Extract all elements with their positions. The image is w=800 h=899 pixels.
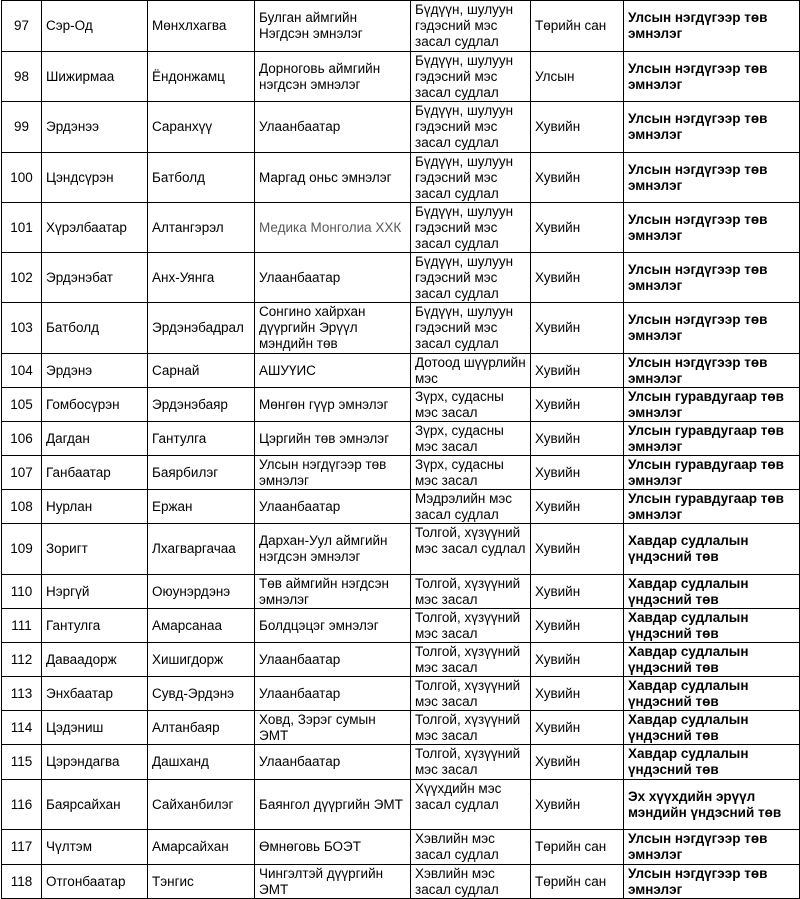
last-name-cell: Амарсанаа [148,609,255,643]
workplace-cell: Улаанбаатар [255,490,411,524]
funding-source-cell: Хувийн [531,354,624,388]
row-number-cell: 118 [2,865,42,899]
table-row [2,643,800,677]
host-hospital-cell: Эх хүүхдийн эрүүл мэндийн үндэсний төв [624,780,800,830]
first-name-cell: Цэндсүрэн [42,153,148,203]
host-hospital-cell: Улсын гуравдугаар төв эмнэлэг [624,422,800,456]
funding-source-cell: Хувийн [531,422,624,456]
trainee-table [1,0,800,899]
workplace-cell: АШУҮИС [255,354,411,388]
table-row [2,52,800,102]
workplace-cell: Дархан-Уул аймгийн нэгдсэн эмнэлэг [255,524,411,575]
row-number-cell: 116 [2,780,42,830]
workplace-cell: Мөнгөн гүүр эмнэлэг [255,388,411,422]
host-hospital-cell: Хавдар судлалын үндэсний төв [624,609,800,643]
host-hospital-cell: Улсын нэгдүгээр төв эмнэлэг [624,303,800,354]
first-name-cell: Ганбаатар [42,456,148,490]
host-hospital-cell: Хавдар судлалын үндэсний төв [624,711,800,745]
row-number-cell: 117 [2,830,42,865]
table-row [2,102,800,153]
row-number-cell: 103 [2,303,42,354]
specialty-cell: Бүдүүн, шулуун гэдэсний мэс засал судлал [411,153,531,203]
last-name-cell: Хишигдорж [148,643,255,677]
workplace-cell: Өмнөговь БОЭТ [255,830,411,865]
last-name-cell: Алтангэрэл [148,203,255,253]
host-hospital-cell: Улсын нэгдүгээр төв эмнэлэг [624,102,800,153]
table-row [2,422,800,456]
funding-source-cell: Хувийн [531,102,624,153]
workplace-cell: Баянгол дүүргийн ЭМТ [255,780,411,830]
last-name-cell: Батболд [148,153,255,203]
specialty-cell: Бүдүүн, шулуун гэдэсний мэс засал судлал [411,303,531,354]
first-name-cell: Зоригт [42,524,148,575]
specialty-cell: Бүдүүн, шулуун гэдэсний мэс засал судлал [411,203,531,253]
last-name-cell: Лхагваргачаа [148,524,255,575]
host-hospital-cell: Улсын гуравдугаар төв эмнэлэг [624,490,800,524]
first-name-cell: Хүрэлбаатар [42,203,148,253]
last-name-cell: Амарсайхан [148,830,255,865]
funding-source-cell: Төрийн сан [531,830,624,865]
last-name-cell: Сарнай [148,354,255,388]
first-name-cell: Дагдан [42,422,148,456]
host-hospital-cell: Улсын нэгдүгээр төв эмнэлэг [624,865,800,899]
host-hospital-cell: Улсын гуравдугаар төв эмнэлэг [624,388,800,422]
row-number-cell: 101 [2,203,42,253]
funding-source-cell: Хувийн [531,203,624,253]
host-hospital-cell: Улсын нэгдүгээр төв эмнэлэг [624,830,800,865]
row-number-cell: 99 [2,102,42,153]
last-name-cell: Дашханд [148,745,255,780]
host-hospital-cell: Улсын нэгдүгээр төв эмнэлэг [624,153,800,203]
last-name-cell: Анх-Уянга [148,253,255,303]
host-hospital-cell: Хавдар судлалын үндэсний төв [624,524,800,575]
workplace-cell: Цэргийн төв эмнэлэг [255,422,411,456]
workplace-cell: Улаанбаатар [255,745,411,780]
first-name-cell: Шижирмаа [42,52,148,102]
specialty-cell: Бүдүүн, шулуун гэдэсний мэс засал судлал [411,1,531,52]
funding-source-cell: Хувийн [531,253,624,303]
table-body [2,1,800,899]
row-number-cell: 108 [2,490,42,524]
workplace-cell: Улаанбаатар [255,643,411,677]
row-number-cell: 98 [2,52,42,102]
host-hospital-cell: Хавдар судлалын үндэсний төв [624,575,800,609]
table-row [2,830,800,865]
funding-source-cell: Төрийн сан [531,865,624,899]
table-row [2,490,800,524]
first-name-cell: Баярсайхан [42,780,148,830]
funding-source-cell: Хувийн [531,711,624,745]
workplace-cell: Төв аймгийн нэгдсэн эмнэлэг [255,575,411,609]
first-name-cell: Отгонбаатар [42,865,148,899]
first-name-cell: Гантулга [42,609,148,643]
last-name-cell: Гантулга [148,422,255,456]
host-hospital-cell: Хавдар судлалын үндэсний төв [624,677,800,711]
workplace-cell: Сонгино хайрхан дүүргийн Эрүүл мэндийн төв [255,303,411,354]
table-row [2,153,800,203]
last-name-cell: Сувд-Эрдэнэ [148,677,255,711]
funding-source-cell: Хувийн [531,575,624,609]
first-name-cell: Цэдэниш [42,711,148,745]
last-name-cell: Ёндонжамц [148,52,255,102]
last-name-cell: Оюунэрдэнэ [148,575,255,609]
table-row [2,1,800,52]
table-row [2,865,800,899]
row-number-cell: 105 [2,388,42,422]
specialty-cell: Толгой, хүзүүний мэс засал [411,609,531,643]
row-number-cell: 102 [2,253,42,303]
specialty-cell: Зүрх, судасны мэс засал [411,388,531,422]
first-name-cell: Батболд [42,303,148,354]
host-hospital-cell: Улсын нэгдүгээр төв эмнэлэг [624,354,800,388]
table-row [2,203,800,253]
row-number-cell: 107 [2,456,42,490]
row-number-cell: 113 [2,677,42,711]
table-row [2,253,800,303]
last-name-cell: Сайханбилэг [148,780,255,830]
specialty-cell: Толгой, хүзүүний мэс засал [411,643,531,677]
specialty-cell: Хэвлийн мэс засал судлал [411,830,531,865]
funding-source-cell: Хувийн [531,524,624,575]
workplace-cell: Маргад оньс эмнэлэг [255,153,411,203]
specialty-cell: Толгой, хүзүүний мэс засал [411,745,531,780]
last-name-cell: Эрдэнэбаяр [148,388,255,422]
table-row [2,677,800,711]
specialty-cell: Мэдрэлийн мэс засал судлал [411,490,531,524]
workplace-cell: Улаанбаатар [255,102,411,153]
host-hospital-cell: Улсын нэгдүгээр төв эмнэлэг [624,203,800,253]
first-name-cell: Чүлтэм [42,830,148,865]
specialty-cell: Зүрх, судасны мэс засал [411,456,531,490]
table-row [2,745,800,780]
funding-source-cell: Хувийн [531,388,624,422]
specialty-cell: Бүдүүн, шулуун гэдэсний мэс засал судлал [411,253,531,303]
table-row [2,354,800,388]
specialty-cell: Бүдүүн, шулуун гэдэсний мэс засал судлал [411,52,531,102]
row-number-cell: 111 [2,609,42,643]
workplace-cell: Улаанбаатар [255,677,411,711]
funding-source-cell: Хувийн [531,609,624,643]
table-row [2,609,800,643]
row-number-cell: 97 [2,1,42,52]
first-name-cell: Даваадорж [42,643,148,677]
first-name-cell: Цэрэндагва [42,745,148,780]
first-name-cell: Сэр-Од [42,1,148,52]
first-name-cell: Энхбаатар [42,677,148,711]
last-name-cell: Ержан [148,490,255,524]
workplace-cell: Ховд, Зэрэг сумын ЭМТ [255,711,411,745]
funding-source-cell: Улсын [531,52,624,102]
table-row [2,711,800,745]
first-name-cell: Эрдэнэ [42,354,148,388]
row-number-cell: 112 [2,643,42,677]
host-hospital-cell: Улсын нэгдүгээр төв эмнэлэг [624,52,800,102]
host-hospital-cell: Улсын нэгдүгээр төв эмнэлэг [624,253,800,303]
specialty-cell: Хэвлийн мэс засал судлал [411,865,531,899]
first-name-cell: Эрдэнээ [42,102,148,153]
specialty-cell: Дотоод шүүрлийн мэс [411,354,531,388]
row-number-cell: 110 [2,575,42,609]
funding-source-cell: Хувийн [531,745,624,780]
first-name-cell: Гомбосүрэн [42,388,148,422]
specialty-cell: Толгой, хүзүүний мэс засал судлал [411,524,531,575]
funding-source-cell: Хувийн [531,303,624,354]
table-row [2,456,800,490]
first-name-cell: Нурлан [42,490,148,524]
specialty-cell: Зүрх, судасны мэс засал [411,422,531,456]
last-name-cell: Алтанбаяр [148,711,255,745]
workplace-cell: Чингэлтэй дүүргийн ЭМТ [255,865,411,899]
row-number-cell: 104 [2,354,42,388]
last-name-cell: Баярбилэг [148,456,255,490]
specialty-cell: Толгой, хүзүүний мэс засал [411,575,531,609]
funding-source-cell: Хувийн [531,677,624,711]
workplace-cell: Болдцэцэг эмнэлэг [255,609,411,643]
table-row [2,780,800,830]
host-hospital-cell: Улсын нэгдүгээр төв эмнэлэг [624,1,800,52]
last-name-cell: Мөнхлхагва [148,1,255,52]
first-name-cell: Эрдэнэбат [42,253,148,303]
table-row [2,388,800,422]
funding-source-cell: Хувийн [531,456,624,490]
table-row [2,303,800,354]
row-number-cell: 100 [2,153,42,203]
last-name-cell: Тэнгис [148,865,255,899]
funding-source-cell: Хувийн [531,490,624,524]
row-number-cell: 109 [2,524,42,575]
last-name-cell: Эрдэнэбадрал [148,303,255,354]
specialty-cell: Хүүхдийн мэс засал судлал [411,780,531,830]
first-name-cell: Нэргүй [42,575,148,609]
workplace-cell: Медика Монголиа ХХК [255,203,411,253]
host-hospital-cell: Хавдар судлалын үндэсний төв [624,745,800,780]
last-name-cell: Саранхүү [148,102,255,153]
row-number-cell: 115 [2,745,42,780]
specialty-cell: Толгой, хүзүүний мэс засал [411,711,531,745]
funding-source-cell: Хувийн [531,643,624,677]
workplace-cell: Булган аймгийн Нэгдсэн эмнэлэг [255,1,411,52]
workplace-cell: Дорноговь аймгийн нэгдсэн эмнэлэг [255,52,411,102]
funding-source-cell: Хувийн [531,153,624,203]
row-number-cell: 106 [2,422,42,456]
funding-source-cell: Хувийн [531,780,624,830]
specialty-cell: Толгой, хүзүүний мэс засал [411,677,531,711]
specialty-cell: Бүдүүн, шулуун гэдэсний мэс засал судлал [411,102,531,153]
host-hospital-cell: Улсын гуравдугаар төв эмнэлэг [624,456,800,490]
table-row [2,575,800,609]
workplace-cell: Улаанбаатар [255,253,411,303]
funding-source-cell: Төрийн сан [531,1,624,52]
host-hospital-cell: Хавдар судлалын үндэсний төв [624,643,800,677]
workplace-cell: Улсын нэгдүгээр төв эмнэлэг [255,456,411,490]
row-number-cell: 114 [2,711,42,745]
table-row [2,524,800,575]
